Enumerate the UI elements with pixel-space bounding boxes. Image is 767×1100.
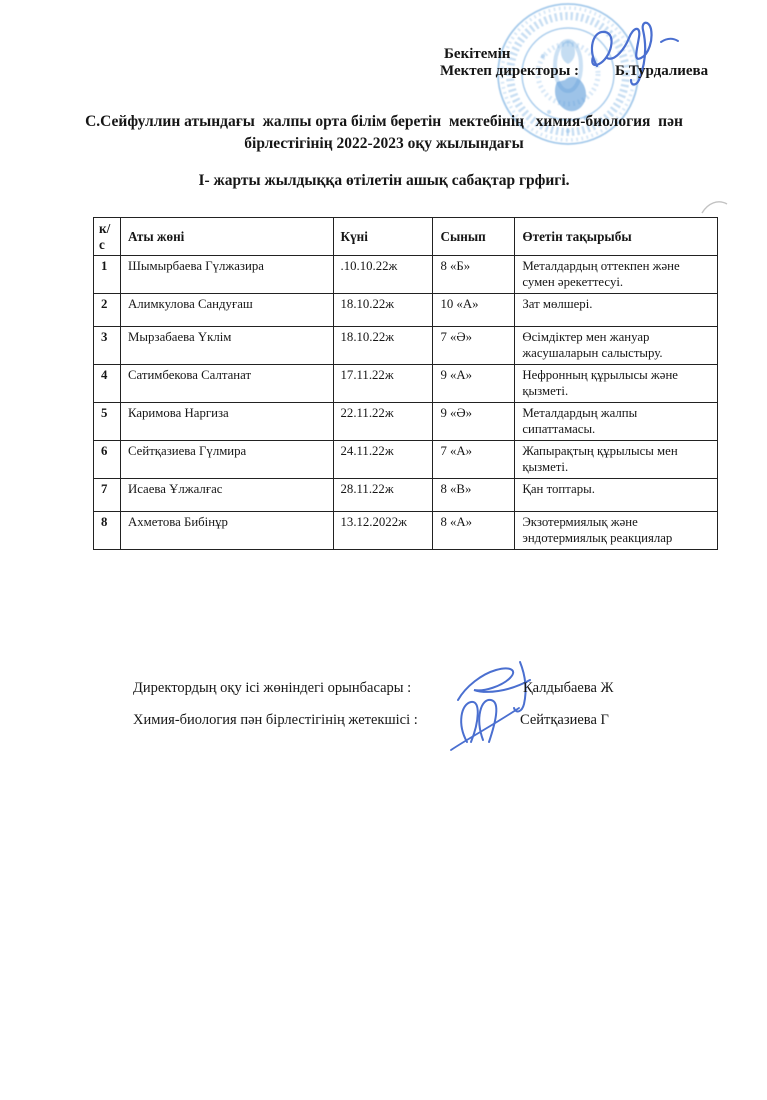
table-row [94, 365, 718, 403]
cell-teacher-name: Алимкулова Сандуғаш [120, 294, 333, 327]
col-header-date: Күні [333, 218, 433, 256]
title-line-1: С.Сейфуллин атындағы жалпы орта білім беретін мектебінің химия-биология пән [85, 113, 683, 130]
cell-teacher-name: Исаева Ұлжалғас [120, 479, 333, 512]
cell-class: 9 «А» [433, 365, 515, 403]
cell-number: 6 [94, 441, 121, 479]
open-lessons-table [93, 217, 718, 550]
cell-number: 4 [94, 365, 121, 403]
col-header-topic: Өтетін тақырыбы [515, 218, 718, 256]
cell-number: 1 [94, 256, 121, 294]
cell-topic: Жапырақтың құрылысы мен қызметі. [515, 441, 718, 479]
deputy-name: Қалдыбаева Ж [523, 680, 614, 696]
document-title-block [56, 111, 712, 190]
cell-class: 7 «Ә» [433, 327, 515, 365]
title-line-2: бірлестігінің 2022-2023 оқу жылындағы [244, 135, 524, 152]
schedule-table-body [94, 256, 718, 550]
approve-label: Бекітемін [444, 46, 511, 62]
director-label: Мектеп директоры : [440, 63, 580, 79]
col-header-name: Аты жөні [120, 218, 333, 256]
table-row [94, 294, 718, 327]
leader-name: Сейтқазиева Г [520, 712, 609, 728]
cell-topic: Металдардың жалпы сипаттамасы. [515, 403, 718, 441]
cell-teacher-name: Шымырбаева Гүлжазира [120, 256, 333, 294]
table-row [94, 256, 718, 294]
cell-date: 18.10.22ж [333, 327, 433, 365]
cell-class: 8 «В» [433, 479, 515, 512]
cell-topic: Нефронның құрылысы және қызметі. [515, 365, 718, 403]
cell-date: .10.10.22ж [333, 256, 433, 294]
cell-class: 10 «А» [433, 294, 515, 327]
cell-number: 3 [94, 327, 121, 365]
cell-teacher-name: Мырзабаева Үклім [120, 327, 333, 365]
cell-number: 5 [94, 403, 121, 441]
document-subtitle: І- жарты жылдыққа өтілетін ашық сабақтар грфигі. [198, 172, 570, 189]
cell-topic: Қан топтары. [515, 479, 718, 512]
cell-date: 17.11.22ж [333, 365, 433, 403]
cell-topic: Металдардың оттекпен және сумен әрекеттесуі. [515, 256, 718, 294]
cell-topic: Экзотермиялық және эндотермиялық реакциялар [515, 512, 718, 550]
cell-date: 28.11.22ж [333, 479, 433, 512]
director-name: Б.Турдалиева [615, 63, 709, 79]
cell-number: 7 [94, 479, 121, 512]
table-row [94, 441, 718, 479]
cell-class: 8 «А» [433, 512, 515, 550]
scan-artifact-mark [700, 197, 730, 217]
cell-number: 8 [94, 512, 121, 550]
cell-teacher-name: Каримова Наргиза [120, 403, 333, 441]
cell-topic: Өсімдіктер мен жануар жасушаларын салыстыру. [515, 327, 718, 365]
cell-class: 7 «А» [433, 441, 515, 479]
cell-date: 13.12.2022ж [333, 512, 433, 550]
cell-teacher-name: Сатимбекова Салтанат [120, 365, 333, 403]
table-row [94, 512, 718, 550]
table-row [94, 403, 718, 441]
leader-label: Химия-биология пән бірлестігінің жетекшісі : [133, 712, 418, 728]
table-row [94, 327, 718, 365]
col-header-number: к/с [94, 218, 121, 256]
col-header-class: Сынып [433, 218, 515, 256]
cell-teacher-name: Сейтқазиева Гүлмира [120, 441, 333, 479]
cell-class: 9 «Ә» [433, 403, 515, 441]
deputy-label: Директордың оқу ісі жөніндегі орынбасары : [133, 680, 412, 696]
cell-date: 18.10.22ж [333, 294, 433, 327]
cell-date: 22.11.22ж [333, 403, 433, 441]
deputy-signature-line [133, 672, 693, 704]
cell-class: 8 «Б» [433, 256, 515, 294]
cell-topic: Зат мөлшері. [515, 294, 718, 327]
signature-block [133, 672, 693, 736]
cell-date: 24.11.22ж [333, 441, 433, 479]
approval-block [440, 46, 708, 80]
table-header-row [94, 218, 718, 256]
table-row [94, 479, 718, 512]
cell-number: 2 [94, 294, 121, 327]
leader-signature-line [133, 704, 693, 736]
cell-teacher-name: Ахметова Бибінұр [120, 512, 333, 550]
